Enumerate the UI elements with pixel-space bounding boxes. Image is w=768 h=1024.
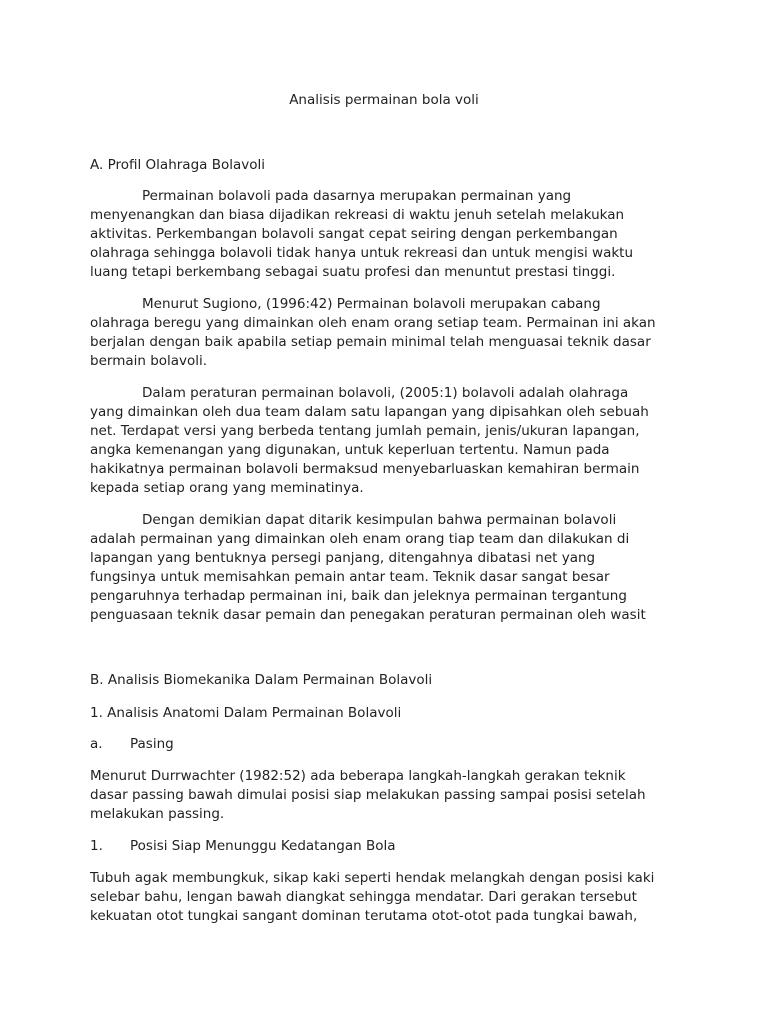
document-title: Analisis permainan bola voli <box>289 92 479 108</box>
section-b-heading: B. Analisis Biomekanika Dalam Permainan Bolavoli <box>90 672 433 688</box>
list-item-a-label: a. <box>90 736 103 752</box>
section-a-heading: A. Profil Olahraga Bolavoli <box>90 157 265 173</box>
list-item-a-text: Pasing <box>130 736 174 752</box>
list-item-1-label: 1. <box>90 838 103 854</box>
list-item-1 <box>90 837 662 856</box>
list-item-a <box>90 735 662 754</box>
section-b-paragraph-1: Menurut Durrwachter (1982:52) ada beberapa langkah-langkah gerakan teknik dasar passing bawah dimulai posisi siap melakukan passing sampai posisi setelah melakukan passing. <box>90 768 646 822</box>
list-item-1-text: Posisi Siap Menunggu Kedatangan Bola <box>130 838 396 854</box>
section-a-paragraph-4: Dengan demikian dapat ditarik kesimpulan bahwa permainan bolavoli adalah permainan yang dimainkan oleh enam orang tiap team dan dilakukan di lapangan yang bentuknya persegi panjang, ditengahnya dibatasi net yang fungsinya untuk memisahkan pemain antar team. Teknik dasar sangat besar pengaruhnya terhadap permainan ini, baik dan jeleknya permainan tergantung penguasaan teknik dasar pemain dan penegakan peraturan permainan oleh wasit <box>90 512 646 623</box>
section-a-paragraph-1: Permainan bolavoli pada dasarnya merupakan permainan yang menyenangkan dan biasa dijadikan rekreasi di waktu jenuh setelah melakukan aktivitas. Perkembangan bolavoli sangat cepat seiring dengan perkembangan olahraga sehingga bolavoli tidak hanya untuk rekreasi dan untuk mengisi waktu luang tetapi berkembang sebagai suatu profesi dan menuntut prestasi tinggi. <box>90 188 634 280</box>
section-a-paragraph-2: Menurut Sugiono, (1996:42) Permainan bolavoli merupakan cabang olahraga beregu yang dimainkan oleh enam orang setiap team. Permainan ini akan berjalan dengan baik apabila setiap pemain minimal telah menguasai teknik dasar bermain bolavoli. <box>90 296 656 369</box>
section-b-subheading: 1. Analisis Anatomi Dalam Permainan Bolavoli <box>90 705 402 721</box>
section-b-paragraph-2: Tubuh agak membungkuk, sikap kaki seperti hendak melangkah dengan posisi kaki selebar bahu, lengan bawah diangkat sehingga mendatar. Dari gerakan tersebut kekuatan otot tungkai sangant dominan terutama otot-otot pada tungkai bawah, <box>90 870 655 924</box>
section-a-paragraph-3: Dalam peraturan permainan bolavoli, (2005:1) bolavoli adalah olahraga yang dimainkan oleh dua team dalam satu lapangan yang dipisahkan oleh sebuah net. Terdapat versi yang berbeda tentang jumlah pemain, jenis/ukuran lapangan, angka kemenangan yang digunakan, untuk keperluan tertentu. Namun pada hakikatnya permainan bolavoli bermaksud menyebarluaskan kemahiran bermain kepada setiap orang yang meminatinya. <box>90 385 649 496</box>
